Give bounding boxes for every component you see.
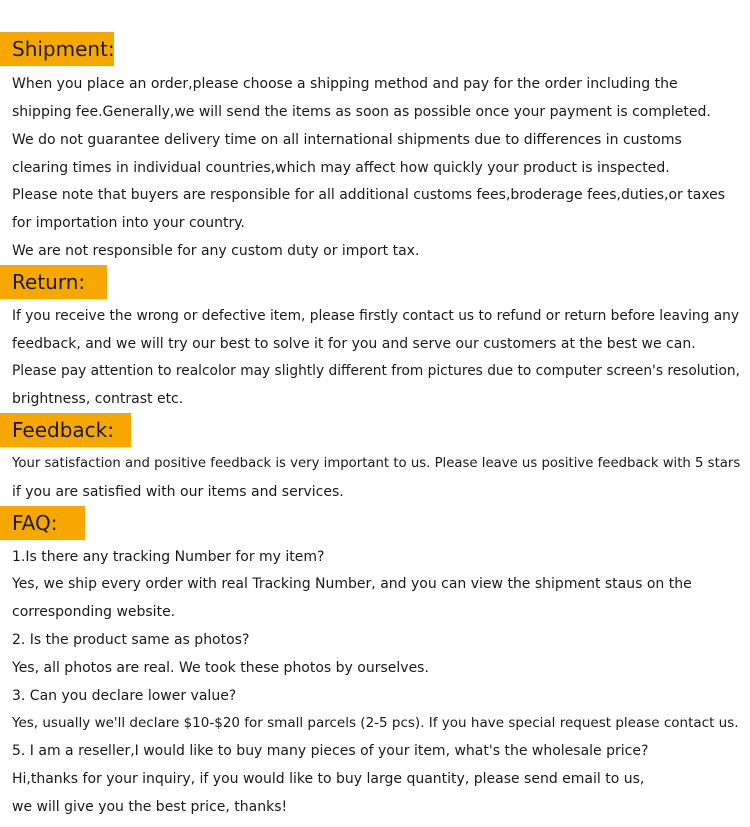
faq-line: 3. Can you declare lower value? [12, 688, 237, 704]
faq-line: we will give you the best price, thanks! [12, 799, 288, 815]
shipment-line: We are not responsible for any custom duty or import tax. [12, 243, 420, 259]
shipment-line: for importation into your country. [12, 215, 245, 231]
return-line: brightness, contrast etc. [12, 391, 184, 407]
return-heading: Return: [0, 265, 107, 299]
faq-line: 2. Is the product same as photos? [12, 632, 250, 648]
shipment-line: When you place an order,please choose a shipping method and pay for the order including the [12, 76, 678, 92]
feedback-line: if you are satisfied with our items and services. [12, 484, 344, 500]
feedback-heading: Feedback: [0, 413, 131, 447]
shipment-line: Please note that buyers are responsible for all additional customs fees,broderage fees,duties,or taxes [12, 187, 726, 203]
faq-line: 5. I am a reseller,I would like to buy many pieces of your item, what's the wholesale price? [12, 743, 649, 759]
shipment-heading: Shipment: [0, 32, 114, 66]
faq-line: corresponding website. [12, 604, 176, 620]
faq-line: Yes, we ship every order with real Tracking Number, and you can view the shipment staus on the [12, 576, 692, 592]
faq-line: Yes, all photos are real. We took these photos by ourselves. [12, 660, 429, 676]
faq-heading: FAQ: [0, 506, 85, 540]
feedback-line: Your satisfaction and positive feedback is very important to us. Please leave us positive feedback with 5 stars [12, 456, 741, 471]
shipment-line: clearing times in individual countries,which may affect how quickly your product is inspected. [12, 160, 670, 176]
shipment-line: shipping fee.Generally,we will send the items as soon as possible once your payment is completed. [12, 104, 711, 120]
faq-line: Hi,thanks for your inquiry, if you would like to buy large quantity, please send email to us, [12, 771, 645, 787]
return-line: If you receive the wrong or defective item, please firstly contact us to refund or return before leaving any [12, 308, 740, 324]
faq-line: Yes, usually we'll declare $10-$20 for small parcels (2-5 pcs). If you have special request please contact us. [12, 715, 739, 731]
return-line: Please pay attention to realcolor may slightly different from pictures due to computer screen's resolution, [12, 363, 740, 379]
return-line: feedback, and we will try our best to solve it for you and serve our customers at the best we can. [12, 336, 696, 352]
shipment-line: We do not guarantee delivery time on all international shipments due to differences in customs [12, 132, 682, 148]
faq-line: 1.Is there any tracking Number for my item? [12, 549, 325, 565]
